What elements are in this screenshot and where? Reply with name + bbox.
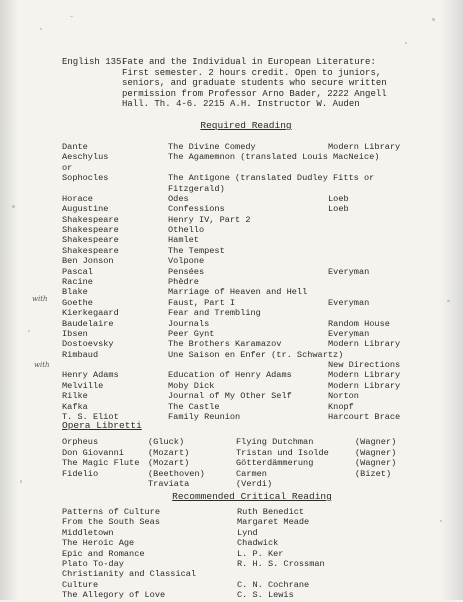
reading-author: Ben Jonson: [62, 256, 114, 267]
reading-title: Odes: [168, 193, 189, 204]
reading-title: Fitzgerald): [168, 183, 225, 194]
reading-title: Volpone: [168, 256, 205, 267]
margin-handwritten-mark: with: [34, 361, 50, 369]
critical-title: Patterns of Culture: [62, 507, 160, 517]
speck: [432, 18, 435, 21]
critical-author: Lynd: [237, 527, 258, 538]
reading-publisher: New Directions: [328, 360, 401, 371]
opera-composer: (Beethoven): [148, 468, 205, 479]
reading-title: Family Reunion: [168, 412, 241, 422]
opera-title: (Verdi): [236, 479, 273, 489]
critical-title: Middletown: [62, 527, 114, 538]
reading-title: Marriage of Heaven and Hell: [168, 287, 308, 298]
reading-publisher: Norton: [328, 391, 359, 402]
critical-reading-row: [0, 590, 463, 602]
critical-author: C. S. Lewis: [237, 590, 294, 601]
reading-publisher: Modern Library: [328, 370, 401, 381]
reading-publisher: Random House: [328, 318, 390, 329]
opera-composer: Traviata: [148, 479, 190, 489]
critical-reading-heading: Recommended Critical Reading: [172, 491, 332, 502]
reading-author: Rilke: [62, 391, 88, 402]
reading-author: Kierkegaard: [62, 308, 119, 319]
reading-title: Moby Dick: [168, 380, 215, 391]
reading-author: Shakespeare: [62, 225, 119, 236]
opera-title: The Magic Flute: [62, 458, 140, 468]
reading-author: Baudelaire: [62, 318, 114, 329]
required-reading-heading: Required Reading: [200, 120, 292, 131]
reading-title: Peer Gynt: [168, 328, 215, 339]
reading-publisher: Knopf: [328, 401, 354, 412]
reading-publisher: Everyman: [328, 328, 370, 339]
opera-composer: (Wagner): [355, 458, 397, 468]
reading-author: Augustine: [62, 204, 109, 215]
critical-title: Christianity and Classical: [62, 569, 197, 580]
critical-author: Ruth Benedict: [237, 507, 305, 517]
reading-title: Hamlet: [168, 235, 199, 246]
reading-publisher: Everyman: [328, 297, 370, 308]
opera-libretti-heading: Opera Libretti: [62, 420, 142, 431]
reading-author: Dostoevsky: [62, 339, 114, 350]
critical-author: L. P. Ker: [237, 548, 284, 559]
speck: [40, 28, 42, 30]
reading-author: Sophocles: [62, 173, 109, 184]
reading-author: Henry Adams: [62, 370, 119, 381]
reading-author: Rimbaud: [62, 349, 99, 360]
reading-publisher: Modern Library: [328, 142, 401, 152]
critical-title: The Heroic Age: [62, 538, 135, 549]
reading-publisher: Modern Library: [328, 380, 401, 391]
course-number: English 135.: [62, 57, 127, 67]
reading-title: The Tempest: [168, 245, 225, 256]
reading-title: Une Saison en Enfer (tr. Schwartz): [168, 349, 344, 360]
reading-author: Pascal: [62, 266, 93, 277]
critical-title: From the South Seas: [62, 517, 160, 528]
reading-title: Henry IV, Part 2: [168, 214, 251, 225]
critical-author: R. H. S. Crossman: [237, 559, 325, 569]
reading-author: Shakespeare: [62, 214, 119, 225]
reading-author: Shakespeare: [62, 235, 119, 246]
speck: [405, 42, 407, 44]
reading-title: Journals: [168, 318, 210, 329]
reading-title: The Antigone (translated Dudley Fitts or: [168, 173, 375, 184]
opera-title: Fidelio: [62, 468, 99, 479]
opera-title: Götterdämmerung: [236, 458, 314, 468]
reading-title: The Divine Comedy: [168, 142, 256, 152]
reading-publisher: Loeb: [328, 204, 349, 215]
critical-author: C. N. Cochrane: [237, 579, 310, 590]
opera-composer: (Wagner): [355, 437, 397, 447]
opera-composer: (Gluck): [148, 437, 185, 447]
reading-publisher: Harcourt Brace: [328, 412, 401, 422]
reading-author: Melville: [62, 380, 104, 391]
reading-author: Shakespeare: [62, 245, 119, 256]
reading-author: Blake: [62, 287, 88, 298]
opera-composer: (Mozart): [148, 458, 190, 468]
reading-author: Goethe: [62, 297, 93, 308]
critical-title: The Allegory of Love: [62, 590, 166, 601]
critical-title: Epic and Romance: [62, 548, 145, 559]
speck: [70, 16, 73, 17]
reading-title: The Brothers Karamazov: [168, 339, 282, 350]
reading-author: T. S. Eliot: [62, 412, 119, 422]
margin-handwritten-mark: with: [32, 295, 48, 303]
opera-composer: (Bizet): [355, 468, 392, 479]
critical-title: Plato To-day: [62, 559, 124, 569]
reading-author: Ibsen: [62, 328, 88, 339]
opera-title: Orpheus: [62, 437, 99, 447]
opera-title: Carmen: [236, 468, 267, 479]
reading-publisher: Everyman: [328, 266, 370, 277]
opera-title: Don Giovanni: [62, 447, 124, 458]
reading-title: The Castle: [168, 401, 220, 412]
opera-title: Tristan und Isolde: [236, 447, 329, 458]
critical-author: Chadwick: [237, 538, 279, 549]
reading-author: Kafka: [62, 401, 88, 412]
reading-author: or: [62, 162, 73, 173]
reading-author: Racine: [62, 277, 93, 287]
reading-title: Education of Henry Adams: [168, 370, 292, 381]
reading-author: Dante: [62, 142, 88, 152]
reading-author: Aeschylus: [62, 152, 109, 163]
critical-author: Margaret Meade: [237, 517, 310, 528]
reading-title: Journal of My Other Self: [168, 391, 292, 402]
reading-publisher: Modern Library: [328, 339, 401, 350]
critical-title: Culture: [62, 579, 99, 590]
reading-title: Fear and Trembling: [168, 308, 261, 319]
reading-title: Faust, Part I: [168, 297, 236, 308]
reading-title: Confessions: [168, 204, 225, 215]
opera-composer: (Mozart): [148, 447, 190, 458]
reading-title: Phèdre: [168, 277, 199, 287]
reading-publisher: Loeb: [328, 193, 349, 204]
course-description: Fate and the Individual in European Literature: First semester. 2 hours credit. Open to juniors, seniors, and graduate students who secure written permission from Professor Arno Bader, 2222 Angell Hall. Th. 4-6. 2215 A.H. Instructor W. Auden: [122, 57, 387, 109]
reading-title: Pensées: [168, 266, 205, 277]
reading-title: The Agamemnon (translated Louis MacNeice): [168, 152, 380, 163]
reading-title: Othello: [168, 225, 205, 236]
opera-composer: (Wagner): [355, 447, 397, 458]
opera-row: [0, 479, 463, 491]
reading-author: Horace: [62, 193, 93, 204]
opera-title: Flying Dutchman: [236, 437, 314, 447]
